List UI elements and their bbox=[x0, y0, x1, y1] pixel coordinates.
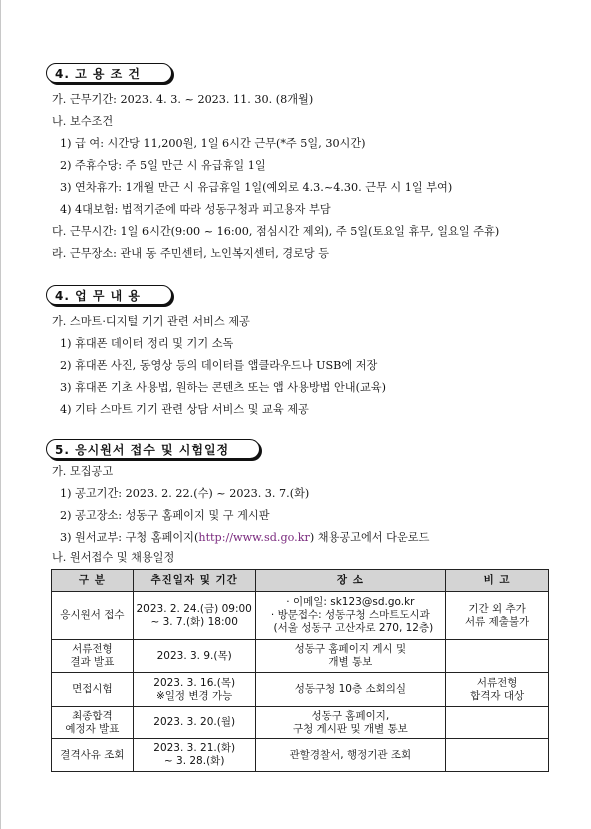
application-line-download bbox=[60, 530, 429, 546]
conditions-line: 3) 연차휴가: 1개월 만근 시 유급휴일 1일(예외로 4.3.~4.30. 근무 시 1일 부여) bbox=[60, 181, 453, 194]
cell-note-line: 서류전형 bbox=[476, 676, 518, 689]
cell-date-line: ~ 3. 7.(화) 18:00 bbox=[150, 615, 238, 628]
cell-category: 결격사유 조회 bbox=[52, 739, 134, 772]
application-line: 가. 모집공고 bbox=[52, 465, 114, 478]
cell-category-line: 예정자 발표 bbox=[65, 722, 120, 735]
schedule-table bbox=[51, 569, 549, 772]
duties-line: 1) 휴대폰 데이터 정리 및 기기 소독 bbox=[60, 337, 234, 350]
table-row bbox=[52, 592, 549, 640]
cell-place bbox=[255, 707, 446, 739]
cell-place-line: · 방문접수: 성동구청 스마트도시과 bbox=[270, 609, 430, 621]
header-category: 구 분 bbox=[52, 570, 134, 592]
cell-place-line: 구청 게시판 및 개별 통보 bbox=[292, 722, 408, 735]
conditions-line: 4) 4대보험: 법적기준에 따라 성동구청과 피고용자 부담 bbox=[60, 203, 331, 216]
cell-place-line: 성동구 홈페이지 게시 및 bbox=[294, 643, 407, 655]
cell-place bbox=[255, 592, 446, 640]
cell-place-line: 개별 통보 bbox=[328, 656, 373, 668]
cell-date-line: 2023. 3. 21.(화) bbox=[153, 742, 236, 754]
cell-category: 면접시험 bbox=[52, 673, 134, 707]
application-line: 1) 공고기간: 2023. 2. 22.(수) ~ 2023. 3. 7.(화) bbox=[60, 487, 310, 500]
section-heading-application bbox=[46, 438, 260, 460]
section-title-application: 5. 응시원서 접수 및 시험일정 bbox=[46, 439, 260, 459]
conditions-line: 다. 근무시간: 1일 6시간(9:00 ~ 16:00, 점심시간 제외), 주 5일(토요일 휴무, 일요일 주휴) bbox=[52, 225, 500, 238]
page-left-border bbox=[0, 0, 1, 829]
section-heading-conditions bbox=[46, 62, 172, 84]
cell-date bbox=[133, 739, 255, 772]
cell-note-line: 기간 외 추가 bbox=[468, 602, 526, 615]
application-line: 2) 공고장소: 성동구 홈페이지 및 구 게시판 bbox=[60, 509, 270, 522]
header-date: 추진일자 및 기간 bbox=[133, 570, 255, 592]
section-title-duties: 4. 업 무 내 용 bbox=[46, 285, 172, 305]
table-row bbox=[52, 640, 549, 673]
download-text-pre: 3) 원서교부: 구청 홈페이지( bbox=[60, 531, 199, 544]
table-header-row bbox=[52, 570, 549, 592]
cell-date bbox=[133, 673, 255, 707]
homepage-link[interactable]: http://www.sd.go.kr bbox=[198, 531, 310, 544]
cell-place-line: · 이메일: sk123@sd.go.kr bbox=[286, 596, 415, 608]
cell-category bbox=[52, 707, 134, 739]
application-line: 나. 원서접수 및 채용일정 bbox=[52, 551, 175, 564]
cell-note bbox=[446, 673, 549, 707]
conditions-line: 나. 보수조건 bbox=[52, 115, 114, 128]
conditions-line: 라. 근무장소: 관내 동 주민센터, 노인복지센터, 경로당 등 bbox=[52, 247, 330, 260]
cell-category-line: 최종합격 bbox=[72, 709, 113, 722]
duties-line: 4) 기타 스마트 기기 관련 상담 서비스 및 교육 제공 bbox=[60, 403, 309, 416]
cell-date-line: ~ 3. 28.(화) bbox=[163, 755, 225, 767]
cell-date: 2023. 3. 9.(목) bbox=[133, 640, 255, 673]
section-heading-duties bbox=[46, 284, 172, 306]
section-title-conditions: 4. 고 용 조 건 bbox=[46, 63, 172, 83]
conditions-line: 가. 근무기간: 2023. 4. 3. ~ 2023. 11. 30. (8개월) bbox=[52, 93, 314, 106]
cell-note bbox=[446, 592, 549, 640]
header-note: 비 고 bbox=[446, 570, 549, 592]
cell-date: 2023. 3. 20.(월) bbox=[133, 707, 255, 739]
cell-category bbox=[52, 640, 134, 673]
duties-line: 3) 휴대폰 기초 사용법, 원하는 콘텐츠 또는 앱 사용방법 안내(교육) bbox=[60, 381, 386, 394]
cell-date-line: ※일정 변경 가능 bbox=[155, 689, 233, 702]
download-text-post: ) 채용공고에서 다운로드 bbox=[309, 531, 430, 544]
cell-place: 성동구청 10층 소회의실 bbox=[255, 673, 446, 707]
cell-category-line: 결과 발표 bbox=[70, 656, 115, 668]
cell-date-line: 2023. 3. 16.(목) bbox=[153, 676, 236, 689]
cell-place-line: (서울 성동구 고산자로 270, 12층) bbox=[273, 622, 434, 634]
duties-line: 가. 스마트·디지털 기기 관련 서비스 제공 bbox=[52, 315, 250, 328]
cell-category-line: 서류전형 bbox=[72, 643, 113, 655]
table-row bbox=[52, 673, 549, 707]
cell-place-line: 성동구 홈페이지, bbox=[311, 709, 390, 722]
cell-place: 관할경찰서, 행정기관 조회 bbox=[255, 739, 446, 772]
cell-note bbox=[446, 739, 549, 772]
cell-note-line: 서류 제출불가 bbox=[465, 615, 530, 628]
cell-date bbox=[133, 592, 255, 640]
duties-line: 2) 휴대폰 사진, 동영상 등의 데이터를 앱클라우드나 USB에 저장 bbox=[60, 359, 378, 372]
cell-note-line: 합격자 대상 bbox=[470, 689, 525, 702]
cell-category: 응시원서 접수 bbox=[52, 592, 134, 640]
header-place: 장 소 bbox=[255, 570, 446, 592]
cell-note bbox=[446, 707, 549, 739]
cell-date-line: 2023. 2. 24.(금) 09:00 bbox=[136, 602, 252, 615]
cell-place bbox=[255, 640, 446, 673]
conditions-line: 1) 급 여: 시간당 11,200원, 1일 6시간 근무(*주 5일, 30시간) bbox=[60, 137, 366, 150]
table-row bbox=[52, 739, 549, 772]
conditions-line: 2) 주휴수당: 주 5일 만근 시 유급휴일 1일 bbox=[60, 159, 266, 172]
table-row bbox=[52, 707, 549, 739]
cell-note bbox=[446, 640, 549, 673]
